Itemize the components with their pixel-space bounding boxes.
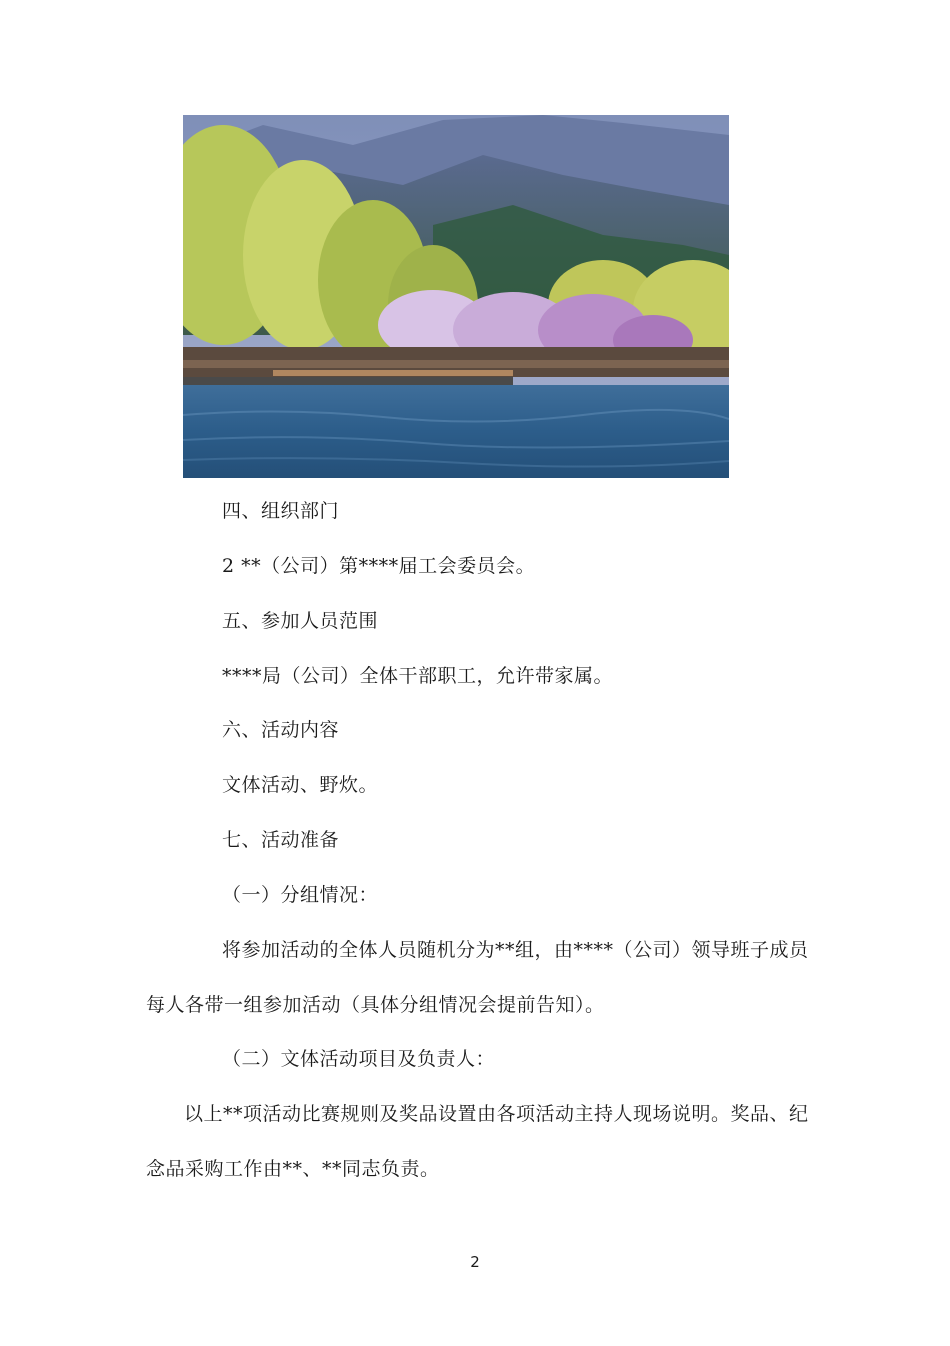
subsection-1-heading: （一）分组情况： bbox=[222, 884, 379, 906]
subsection-1-paragraph-line-2: 每人各带一组参加活动（具体分组情况会提前告知）。 bbox=[146, 994, 605, 1016]
section-4-body: 2 **（公司）第****届工会委员会。 bbox=[222, 555, 536, 577]
page-number: 2 bbox=[470, 1253, 480, 1271]
section-5-body: ****局（公司）全体干部职工，允许带家属。 bbox=[222, 665, 614, 687]
subsection-2-paragraph-line-2: 念品采购工作由**、**同志负责。 bbox=[146, 1158, 440, 1180]
subsection-2-paragraph-line-1: 以上**项活动比赛规则及奖品设置由各项活动主持人现场说明。奖品、纪 bbox=[184, 1103, 809, 1125]
lake-park-photo bbox=[183, 115, 729, 478]
section-6-heading: 六、活动内容 bbox=[222, 719, 340, 741]
section-5-heading: 五、参加人员范围 bbox=[222, 610, 379, 632]
subsection-2-heading: （二）文体活动项目及负责人： bbox=[222, 1048, 496, 1070]
section-6-body: 文体活动、野炊。 bbox=[222, 774, 379, 796]
section-4-heading: 四、组织部门 bbox=[222, 500, 340, 522]
section-7-heading: 七、活动准备 bbox=[222, 829, 340, 851]
subsection-1-paragraph-line-1: 将参加活动的全体人员随机分为**组，由****（公司）领导班子成员 bbox=[222, 939, 809, 961]
